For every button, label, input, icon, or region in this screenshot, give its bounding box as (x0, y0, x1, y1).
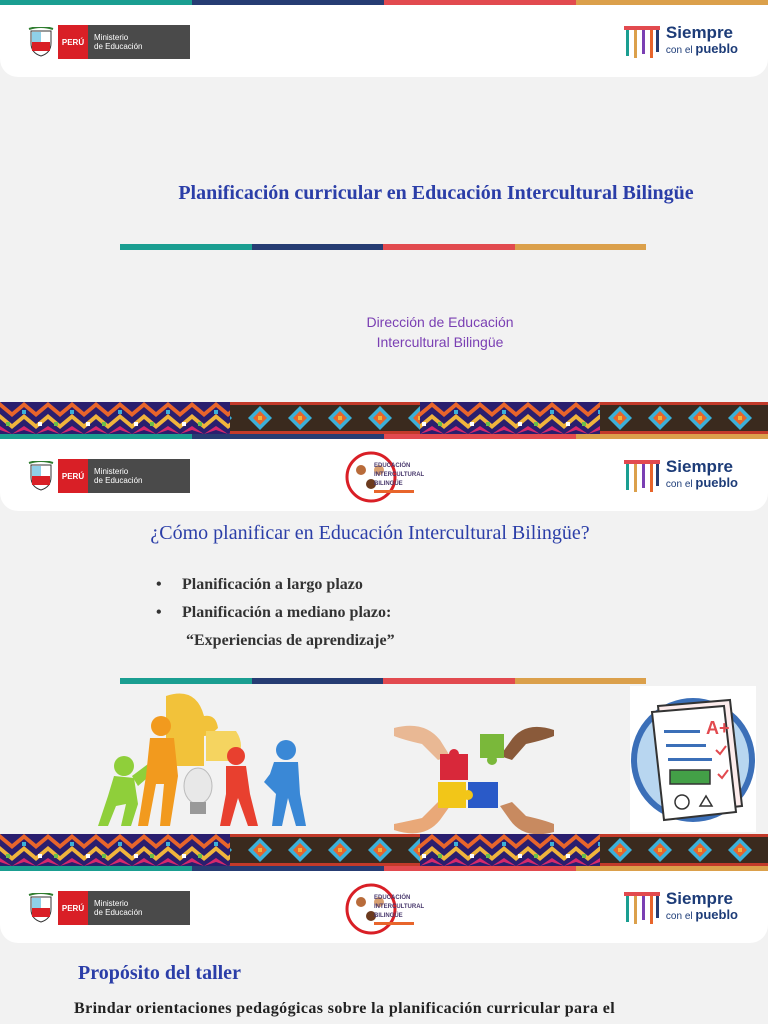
title-divider (120, 244, 646, 250)
siempre-text: Siempre (665, 23, 734, 42)
ministry-line2: de Educación (94, 476, 143, 485)
ministry-line2: de Educación (94, 908, 143, 917)
section-title: ¿Cómo planificar en Educación Intercultural Bilingüe? (150, 522, 590, 544)
siempre-logo (622, 19, 738, 65)
subtitle-line1: Dirección de Educación (366, 314, 514, 330)
purpose-title: Propósito del taller (78, 962, 241, 984)
eib-logo (344, 450, 426, 504)
peru-shield-icon (28, 461, 54, 491)
ministry-logo (28, 459, 190, 493)
peru-label: PERÚ (58, 891, 88, 925)
purpose-body: Brindar orientaciones pedagógicas sobre la planificación curricular para el (74, 1000, 616, 1017)
siempre-mark-icon (622, 22, 662, 62)
slide-purpose (0, 866, 768, 1024)
list-item: • Planificación a largo plazo (156, 576, 363, 593)
bullet-text: Planificación a mediano plazo: (182, 604, 392, 621)
siempre-sub-a: con el (665, 479, 693, 490)
slide-header (0, 5, 768, 77)
puzzle-people-illustration (86, 686, 316, 836)
section-divider (120, 678, 646, 684)
siempre-logo (622, 453, 738, 499)
peru-label: PERÚ (58, 459, 88, 493)
svg-text:INTERCULTURAL: INTERCULTURAL (374, 472, 425, 478)
svg-text:INTERCULTURAL: INTERCULTURAL (374, 904, 425, 910)
presentation-subtitle (300, 312, 580, 352)
ministry-logo (28, 891, 190, 925)
eib-logo (344, 882, 426, 936)
siempre-sub-b: pueblo (695, 475, 738, 490)
graded-document-icon (630, 686, 756, 832)
hands-puzzle-illustration (394, 720, 554, 840)
subtitle-line2: Intercultural Bilingüe (376, 334, 504, 350)
slide-header (0, 871, 768, 943)
siempre-sub-b: pueblo (695, 907, 738, 922)
ministry-name (88, 459, 190, 493)
woven-pattern-band (0, 834, 768, 866)
ministry-name (88, 891, 190, 925)
ministry-name (88, 25, 190, 59)
ministry-line1: Ministerio (94, 467, 129, 476)
siempre-text: Siempre (665, 457, 734, 476)
experiences-quote: “Experiencias de aprendizaje” (186, 632, 395, 649)
siempre-mark-icon (622, 888, 662, 928)
siempre-sub-b: pueblo (695, 41, 738, 56)
svg-text:A+: A+ (706, 718, 730, 738)
siempre-text: Siempre (665, 889, 734, 908)
presentation-title: Planificación curricular en Educación Intercultural Bilingüe (178, 182, 694, 204)
slide-how-to-plan (0, 434, 768, 866)
siempre-sub-a: con el (665, 911, 693, 922)
svg-text:EDUCACIÓN: EDUCACIÓN (374, 895, 411, 901)
ministry-logo (28, 25, 190, 59)
ministry-line2: de Educación (94, 42, 143, 51)
slide-header (0, 439, 768, 511)
woven-pattern-band (0, 402, 768, 434)
bullet-text: Planificación a largo plazo (182, 576, 363, 593)
siempre-sub-a: con el (665, 45, 693, 56)
ministry-line1: Ministerio (94, 899, 129, 908)
peru-shield-icon (28, 893, 54, 923)
svg-text:BILINGÜE: BILINGÜE (374, 913, 403, 919)
siempre-logo (622, 885, 738, 931)
peru-label: PERÚ (58, 25, 88, 59)
planning-list (156, 571, 391, 627)
list-item: • Planificación a mediano plazo: (156, 604, 392, 621)
siempre-mark-icon (622, 456, 662, 496)
svg-text:EDUCACIÓN: EDUCACIÓN (374, 463, 411, 469)
peru-shield-icon (28, 27, 54, 57)
slide-title (0, 0, 768, 434)
svg-text:BILINGÜE: BILINGÜE (374, 481, 403, 487)
ministry-line1: Ministerio (94, 33, 129, 42)
